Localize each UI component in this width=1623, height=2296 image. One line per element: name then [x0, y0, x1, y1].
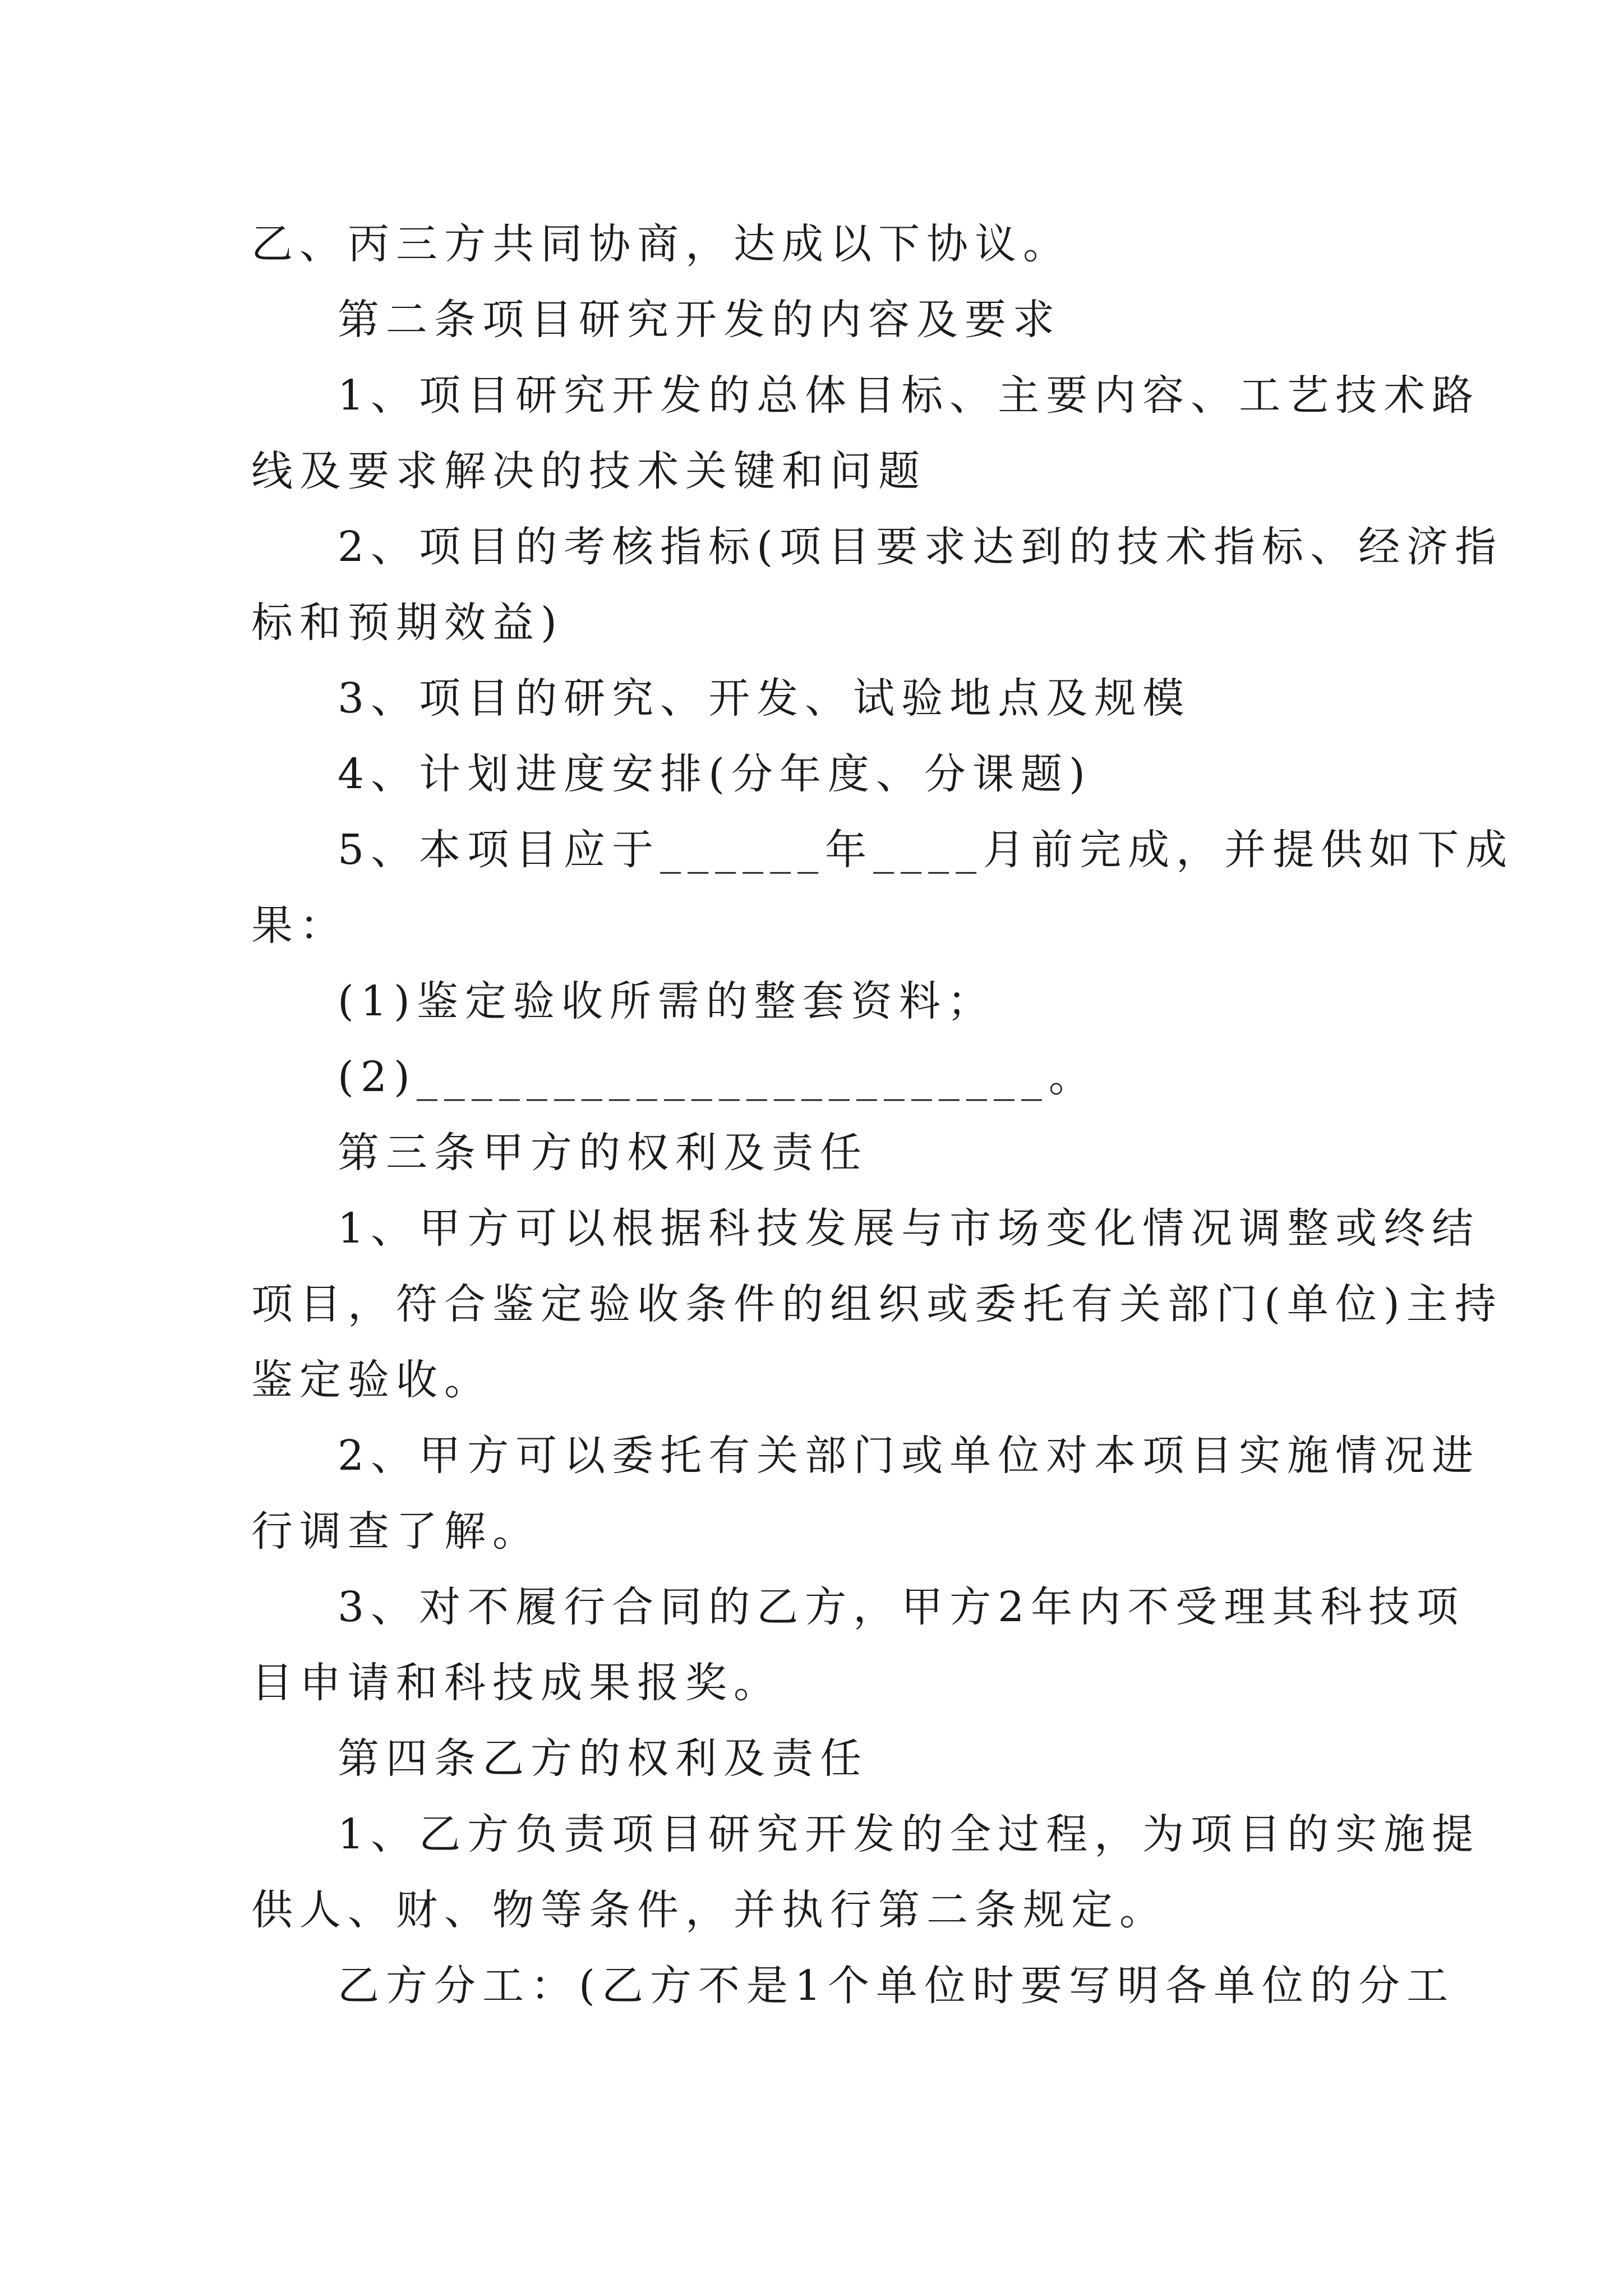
text-line: (1)鉴定验收所需的整套资料； — [338, 977, 995, 1025]
text-line: 乙、丙三方共同协商，达成以下协议。 — [251, 220, 1071, 268]
text-line: 1、甲方可以根据科技发展与市场变化情况调整或终结 — [338, 1204, 1481, 1253]
text-line: 供人、财、物等条件，并执行第二条规定。 — [251, 1886, 1168, 1934]
text-line: 1、乙方负责项目研究开发的全过程，为项目的实施提 — [338, 1810, 1481, 1858]
section-heading: 第三条甲方的权利及责任 — [338, 1129, 868, 1177]
text-line: 3、对不履行合同的乙方，甲方2年内不受理其科技项 — [338, 1583, 1465, 1631]
text-line: 2、项目的考核指标(项目要求达到的技术指标、经济指 — [338, 523, 1503, 571]
section-heading: 第四条乙方的权利及责任 — [338, 1734, 868, 1783]
text-line: 5、本项目应于______年____月前完成，并提供如下成 — [338, 826, 1514, 874]
text-line: 目申请和科技成果报奖。 — [251, 1659, 782, 1707]
text-line: 3、项目的研究、开发、试验地点及规模 — [338, 674, 1191, 723]
text-line: (2)_______________________。 — [338, 1053, 1097, 1101]
text-line: 标和预期效益) — [251, 599, 564, 647]
text-line: 行调查了解。 — [251, 1507, 541, 1556]
text-line: 果： — [251, 901, 348, 950]
text-line: 4、计划进度安排(分年度、分课题) — [338, 750, 1092, 798]
text-line: 2、甲方可以委托有关部门或单位对本项目实施情况进 — [338, 1432, 1481, 1480]
text-line: 线及要求解决的技术关键和问题 — [251, 447, 926, 495]
text-line: 鉴定验收。 — [251, 1356, 492, 1404]
text-line: 乙方分工：(乙方不是1个单位时要写明各单位的分工 — [338, 1962, 1455, 2010]
text-line: 项目，符合鉴定验收条件的组织或委托有关部门(单位)主持 — [251, 1280, 1503, 1328]
section-heading: 第二条项目研究开发的内容及要求 — [338, 296, 1061, 344]
text-line: 1、项目研究开发的总体目标、主要内容、工艺技术路 — [338, 371, 1481, 420]
